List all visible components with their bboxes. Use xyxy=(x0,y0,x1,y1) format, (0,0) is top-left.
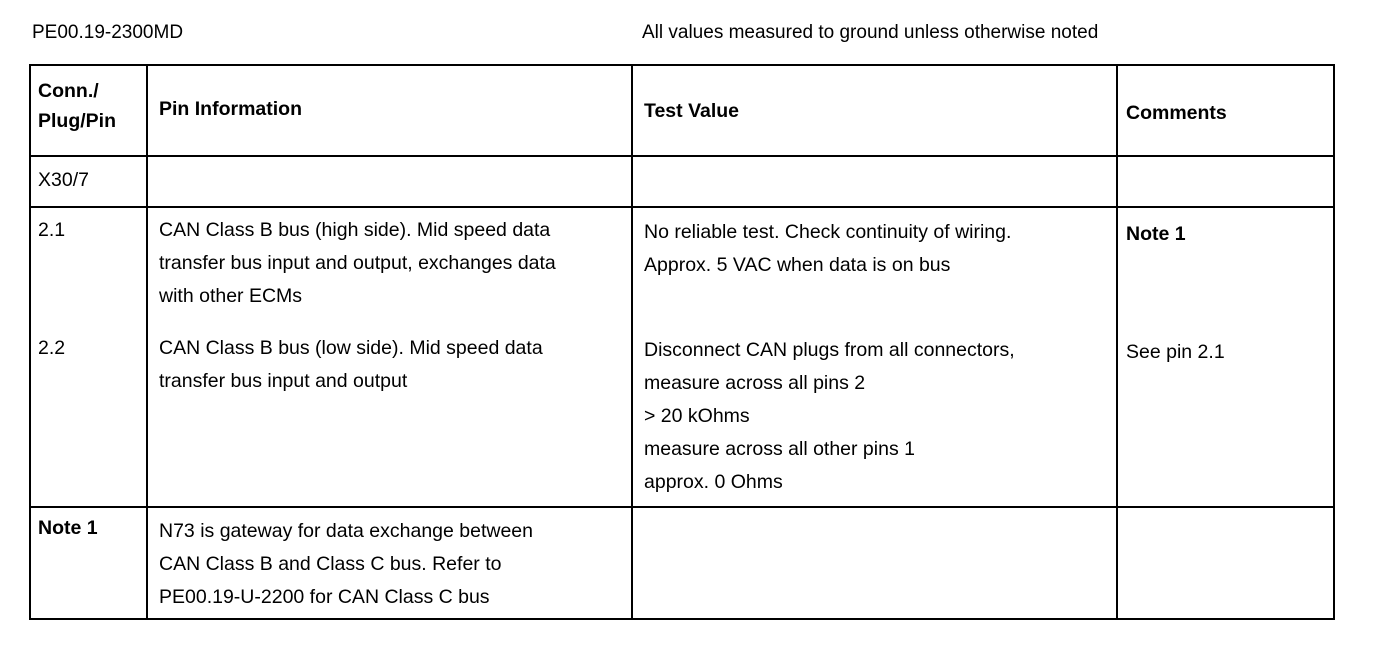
column-divider-1 xyxy=(146,64,148,620)
document-id: PE00.19-2300MD xyxy=(32,22,184,43)
table-row-pin: 2.1 xyxy=(38,219,66,241)
note-row-label: Note 1 xyxy=(38,517,98,539)
table-row-pin: 2.2 xyxy=(38,337,66,359)
table-border-left xyxy=(29,64,31,620)
table-row-comment: See pin 2.1 xyxy=(1126,341,1225,363)
header-divider xyxy=(29,155,1335,157)
column-header-pin-info: Pin Information xyxy=(159,98,302,120)
table-row-info: CAN Class B bus (low side). Mid speed data transfer bus input and output xyxy=(159,337,543,392)
measurement-note: All values measured to ground unless otherwise noted xyxy=(642,22,1099,43)
table-border-top xyxy=(29,64,1335,66)
column-divider-3 xyxy=(1116,64,1118,620)
note-row-text: N73 is gateway for data exchange between CAN Class B and Class C bus. Refer to PE00.19-U-2200 for CAN Class C bus xyxy=(159,520,533,608)
table-border-bottom xyxy=(29,618,1335,620)
column-header-test-value: Test Value xyxy=(644,100,740,122)
table-row-test: Disconnect CAN plugs from all connectors, measure across all pins 2 > 20 kOhms measure across all other pins 1 approx. 0 Ohms xyxy=(644,339,1015,493)
table-row-comment: Note 1 xyxy=(1126,223,1186,245)
column-header-conn: Conn./ Plug/Pin xyxy=(38,80,116,132)
section-label: X30/7 xyxy=(38,169,89,191)
section-divider xyxy=(29,206,1335,208)
table-row-test: No reliable test. Check continuity of wiring. Approx. 5 VAC when data is on bus xyxy=(644,221,1012,276)
note-row-divider xyxy=(29,506,1335,508)
table-border-right xyxy=(1333,64,1335,620)
table-row-info: CAN Class B bus (high side). Mid speed data transfer bus input and output, exchanges data with other ECMs xyxy=(159,219,556,307)
column-divider-2 xyxy=(631,64,633,620)
column-header-comments: Comments xyxy=(1126,102,1227,124)
